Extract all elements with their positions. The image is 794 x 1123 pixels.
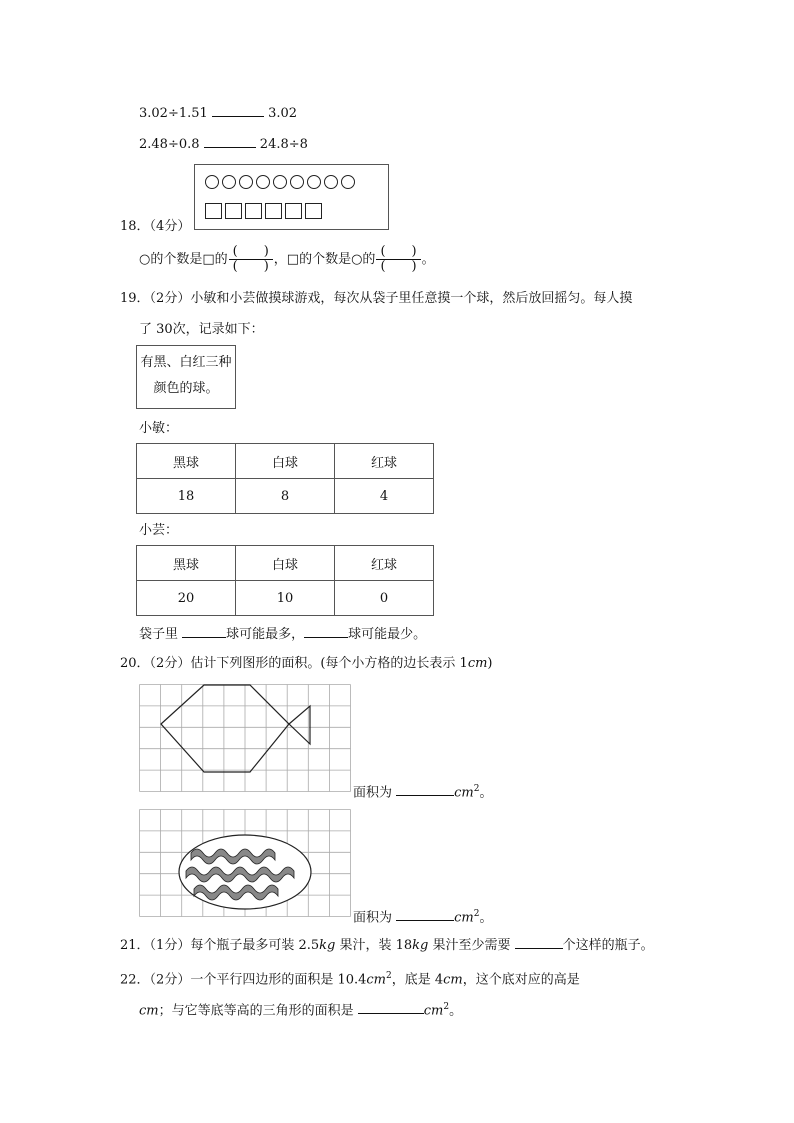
question-score: （2分）: [149, 291, 191, 306]
question-score: （2分）: [149, 656, 191, 671]
question-number: 21．: [120, 938, 150, 953]
q19-stem-2: 了 30次，记录如下：: [139, 322, 264, 337]
q20-area-line-1: 面积为 $cm^2$。: [353, 784, 493, 801]
table-header-row: 黑球 白球 红球: [137, 546, 434, 581]
q18-text-b: ，□的个数是○的: [273, 252, 376, 267]
q18-header: [120, 218, 190, 236]
answer-blank[interactable]: [396, 782, 454, 796]
circle-shape: [324, 175, 338, 189]
square-shape: [205, 203, 222, 219]
q22-line-2: cm；与它等底等高的三角形的面积是 $cm^2$。: [139, 1002, 463, 1019]
answer-blank[interactable]: [304, 624, 348, 638]
q18-text: ○的个数是□的 $\frac{( )}{( )}$ ，□的个数是○的 $\frac{( )}{( )}$ 。: [139, 244, 435, 274]
compare-right-2: 24.8÷8: [259, 137, 308, 152]
compare-line-2: [139, 134, 308, 154]
q22-line-1: 22．（2分）一个平行四边形的面积是 $10.4cm^2$，底是 4cm，这个底对应的高是: [120, 971, 580, 988]
circle-shape: [205, 175, 219, 189]
q18-text-a: ○的个数是□的: [139, 252, 228, 267]
compare-left-2: 2.48÷0.8: [139, 137, 200, 152]
compare-left-1: 3.02÷1.51: [139, 106, 208, 121]
square-shape: [245, 203, 262, 219]
question-score: （1分）: [149, 938, 191, 953]
fish-grid-figure: [139, 684, 351, 792]
answer-blank[interactable]: [358, 1000, 424, 1014]
square-shape: [265, 203, 282, 219]
compare-right-1: 3.02: [268, 106, 298, 121]
person-label-2: 小芸：: [139, 523, 179, 538]
square-shape: [225, 203, 242, 219]
answer-blank[interactable]: [182, 624, 226, 638]
circle-shape: [256, 175, 270, 189]
q20-area-line-2: 面积为 $cm^2$。: [353, 909, 493, 926]
question-number: 19．: [120, 291, 150, 306]
circle-shape: [307, 175, 321, 189]
shapes-figure: [194, 164, 389, 230]
question-score: （2分）: [149, 972, 191, 988]
record-table-2: [136, 545, 434, 616]
table-row: 20 10 0: [137, 581, 434, 616]
table-row: 18 8 4: [137, 479, 434, 514]
circle-shape: [290, 175, 304, 189]
question-number: 22．: [120, 972, 150, 988]
fraction-blank-2[interactable]: $\frac{( )}{( )}$: [376, 245, 420, 274]
question-number: 20．: [120, 656, 150, 671]
fish-shape: [161, 685, 310, 772]
square-shape: [305, 203, 322, 219]
note-box: 有黑、白红三种 颜色的球。: [136, 345, 236, 409]
q19-stem-1: 19．（2分）小敏和小芸做摸球游戏，每次从袋子里任意摸一个球，然后放回摇匀。每人摸: [120, 291, 633, 306]
circle-shape: [341, 175, 355, 189]
compare-line-1: [139, 103, 297, 123]
table-header-row: 黑球 白球 红球: [137, 444, 434, 479]
answer-blank[interactable]: [204, 134, 256, 148]
q19-answer-line: 袋子里 球可能最多， 球可能最少。: [139, 624, 426, 644]
square-row: [205, 203, 325, 223]
question-score: （4分）: [149, 219, 191, 234]
answer-blank[interactable]: [396, 907, 454, 921]
watermelon-grid-figure: [139, 809, 351, 917]
q21-text: 21．（1分）每个瓶子最多可装 2.5kg 果汁，装 18kg 果汁至少需要 个这样的瓶子。: [120, 935, 654, 955]
square-shape: [285, 203, 302, 219]
circle-shape: [273, 175, 287, 189]
record-table-1: [136, 443, 434, 514]
circle-row: [205, 175, 358, 193]
fraction-blank-1[interactable]: $\frac{( )}{( )}$: [229, 245, 273, 274]
q20-stem: 20．（2分）估计下列图形的面积。(每个小方格的边长表示 1cm): [120, 656, 493, 671]
circle-shape: [222, 175, 236, 189]
person-label-1: 小敏：: [139, 421, 179, 436]
circle-shape: [239, 175, 253, 189]
answer-blank[interactable]: [212, 103, 264, 117]
answer-blank[interactable]: [515, 935, 563, 949]
question-number: 18．: [120, 219, 150, 234]
